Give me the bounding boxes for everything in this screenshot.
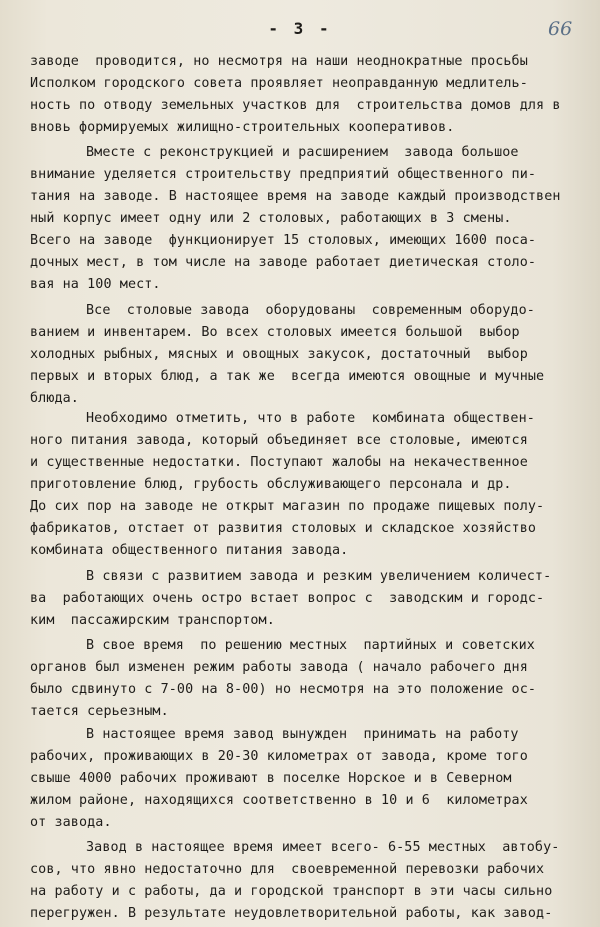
text-line: тается серьезным. bbox=[30, 704, 169, 719]
text-line: приготовление блюд, грубость обслуживающего персонала и др. bbox=[30, 477, 512, 492]
text-line: рабочих, проживающих в 20-30 километрах от завода, кроме того bbox=[30, 749, 528, 764]
text-line: До сих пор на заводе не открыт магазин по продаже пищевых полу- bbox=[30, 499, 545, 514]
text-line: ким пассажирским транспортом. bbox=[30, 613, 275, 628]
text-line: свыше 4000 рабочих проживают в поселке Норское и в Северном bbox=[30, 771, 512, 786]
folio-number: 66 bbox=[548, 18, 573, 40]
text-line: ва работающих очень остро встает вопрос с заводским и городс- bbox=[30, 591, 545, 606]
text-line: перегружен. В результате неудовлетворительной работы, как завод- bbox=[30, 906, 553, 921]
text-line: Всего на заводе функционирует 15 столовых, имеющих 1600 поса- bbox=[30, 233, 537, 248]
text-line: первых и вторых блюд, а так же всегда имеются овощные и мучные bbox=[30, 369, 545, 384]
text-line: органов был изменен режим работы завода ( начало рабочего дня bbox=[30, 660, 528, 675]
text-line: жилом районе, находящихся соответственно в 10 и 6 километрах bbox=[30, 793, 528, 808]
text-line: ного питания завода, который объединяет все столовые, имеются bbox=[30, 433, 528, 448]
text-line: комбината общественного питания завода. bbox=[30, 543, 349, 558]
text-line: блюда. bbox=[30, 391, 79, 406]
text-line: тания на заводе. В настоящее время на заводе каждый производствен bbox=[30, 189, 561, 204]
text-line: внимание уделяется строительству предприятий общественного пи- bbox=[30, 167, 537, 182]
text-line: ванием и инвентарем. Во всех столовых имеется большой выбор bbox=[30, 325, 520, 340]
text-line: ность по отводу земельных участков для строительства домов для в bbox=[30, 98, 561, 113]
text-line: Все столовые завода оборудованы современным оборудо- bbox=[86, 303, 535, 318]
text-line: Вместе с реконструкцией и расширением завода большое bbox=[86, 145, 519, 160]
text-line: В связи с развитием завода и резким увеличением количест- bbox=[86, 569, 552, 584]
text-line: фабрикатов, отстает от развития столовых и складское хозяйство bbox=[30, 521, 537, 536]
text-line: Исполком городского совета проявляет неоправданную медлитель- bbox=[30, 76, 528, 91]
text-line: было сдвинуто с 7-00 на 8-00) но несмотря на это положение ос- bbox=[30, 682, 537, 697]
text-line: В настоящее время завод вынужден принимать на работу bbox=[86, 727, 519, 742]
text-line: Завод в настоящее время имеет всего- 6-55 местных автобу- bbox=[86, 840, 560, 855]
text-line: В свое время по решению местных партийных и советских bbox=[86, 638, 535, 653]
text-line: вая на 100 мест. bbox=[30, 277, 161, 292]
text-line: дочных мест, в том числе на заводе работает диетическая столо- bbox=[30, 255, 537, 270]
text-line: и существенные недостатки. Поступают жалобы на некачественное bbox=[30, 455, 528, 470]
text-line: на работу и с работы, да и городской транспорт в эти часы сильно bbox=[30, 884, 553, 899]
text-line: ный корпус имеет одну или 2 столовых, работающих в 3 смены. bbox=[30, 211, 512, 226]
text-line: Необходимо отметить, что в работе комбината обществен- bbox=[86, 411, 535, 426]
text-line: сов, что явно недостаточно для своевременной перевозки рабочих bbox=[30, 862, 545, 877]
text-line: вновь формируемых жилищно-строительных кооперативов. bbox=[30, 120, 455, 135]
text-line: холодных рыбных, мясных и овощных закусок, достаточный выбор bbox=[30, 347, 528, 362]
page-number: - 3 - bbox=[268, 19, 332, 38]
text-line: от завода. bbox=[30, 815, 112, 830]
text-line: заводе проводится, но несмотря на наши неоднократные просьбы bbox=[30, 54, 528, 69]
